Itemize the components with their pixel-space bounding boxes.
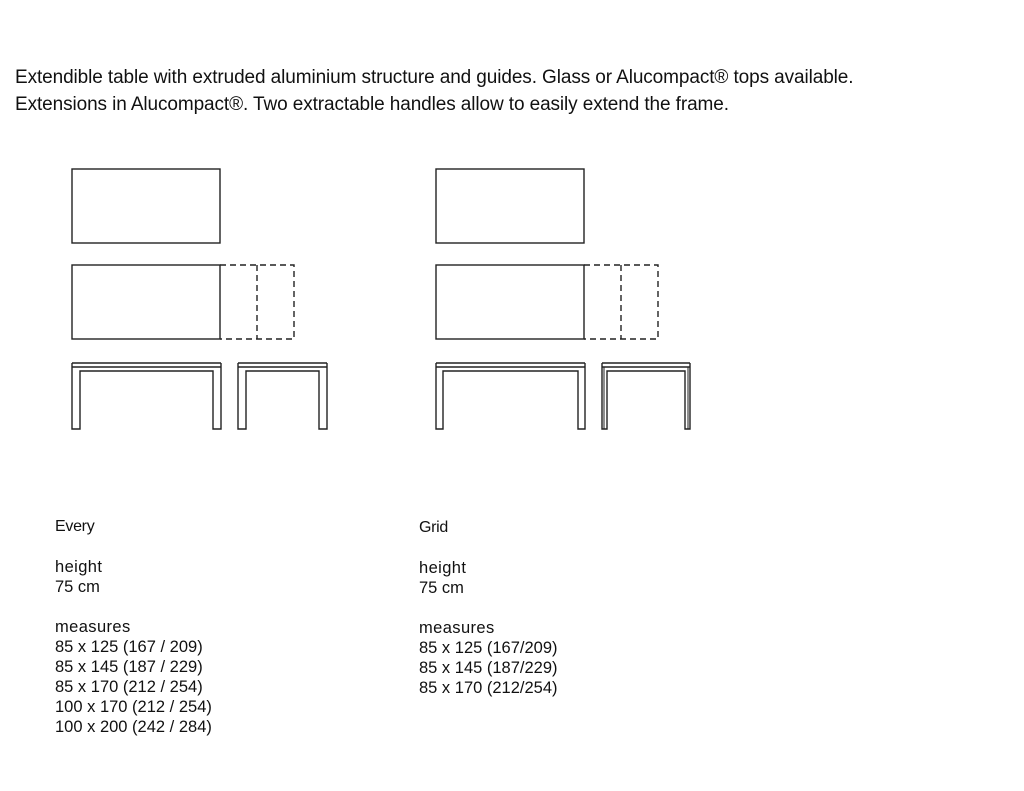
height-group — [55, 557, 212, 597]
measure-item: 85 x 145 (187/229) — [419, 659, 558, 677]
measure-item: 85 x 170 (212 / 254) — [55, 678, 203, 696]
measures-label: measures — [419, 619, 495, 637]
measures-list — [419, 638, 558, 698]
grid-side-elevation — [602, 363, 690, 429]
measures-group — [419, 618, 558, 698]
measure-item: 85 x 125 (167 / 209) — [55, 638, 203, 656]
height-label: height — [419, 559, 467, 577]
grid-extended-top-view — [436, 265, 658, 339]
height-label: height — [55, 558, 103, 576]
description-line-1: Extendible table with extruded aluminium structure and guides. Glass or Alucompact® tops available. — [15, 67, 854, 88]
spec-every — [55, 517, 212, 737]
grid-drawing-set — [436, 169, 690, 429]
measure-item: 85 x 145 (187 / 229) — [55, 658, 203, 676]
description-line-2: Extensions in Alucompact®. Two extractable handles allow to easily extend the frame. — [15, 94, 729, 115]
height-value: 75 cm — [55, 578, 100, 596]
measure-item: 85 x 125 (167/209) — [419, 639, 558, 657]
grid-front-elevation — [436, 363, 585, 429]
measures-group — [55, 617, 212, 737]
height-group — [419, 558, 558, 598]
every-side-elevation — [238, 363, 327, 429]
every-extension-outline — [220, 265, 294, 339]
measures-label: measures — [55, 618, 131, 636]
height-value: 75 cm — [419, 579, 464, 597]
every-extended-top-view — [72, 265, 294, 339]
model-name: Every — [55, 518, 95, 535]
every-front-elevation — [72, 363, 221, 429]
spec-grid — [419, 518, 558, 698]
measure-item: 85 x 170 (212/254) — [419, 679, 558, 697]
every-top-view — [72, 169, 220, 243]
every-drawing-set — [72, 169, 327, 429]
grid-extension-outline — [584, 265, 658, 339]
measure-item: 100 x 200 (242 / 284) — [55, 718, 212, 736]
grid-top-view — [436, 169, 584, 243]
model-name: Grid — [419, 519, 449, 536]
measure-item: 100 x 170 (212 / 254) — [55, 698, 212, 716]
measures-list — [55, 637, 212, 737]
